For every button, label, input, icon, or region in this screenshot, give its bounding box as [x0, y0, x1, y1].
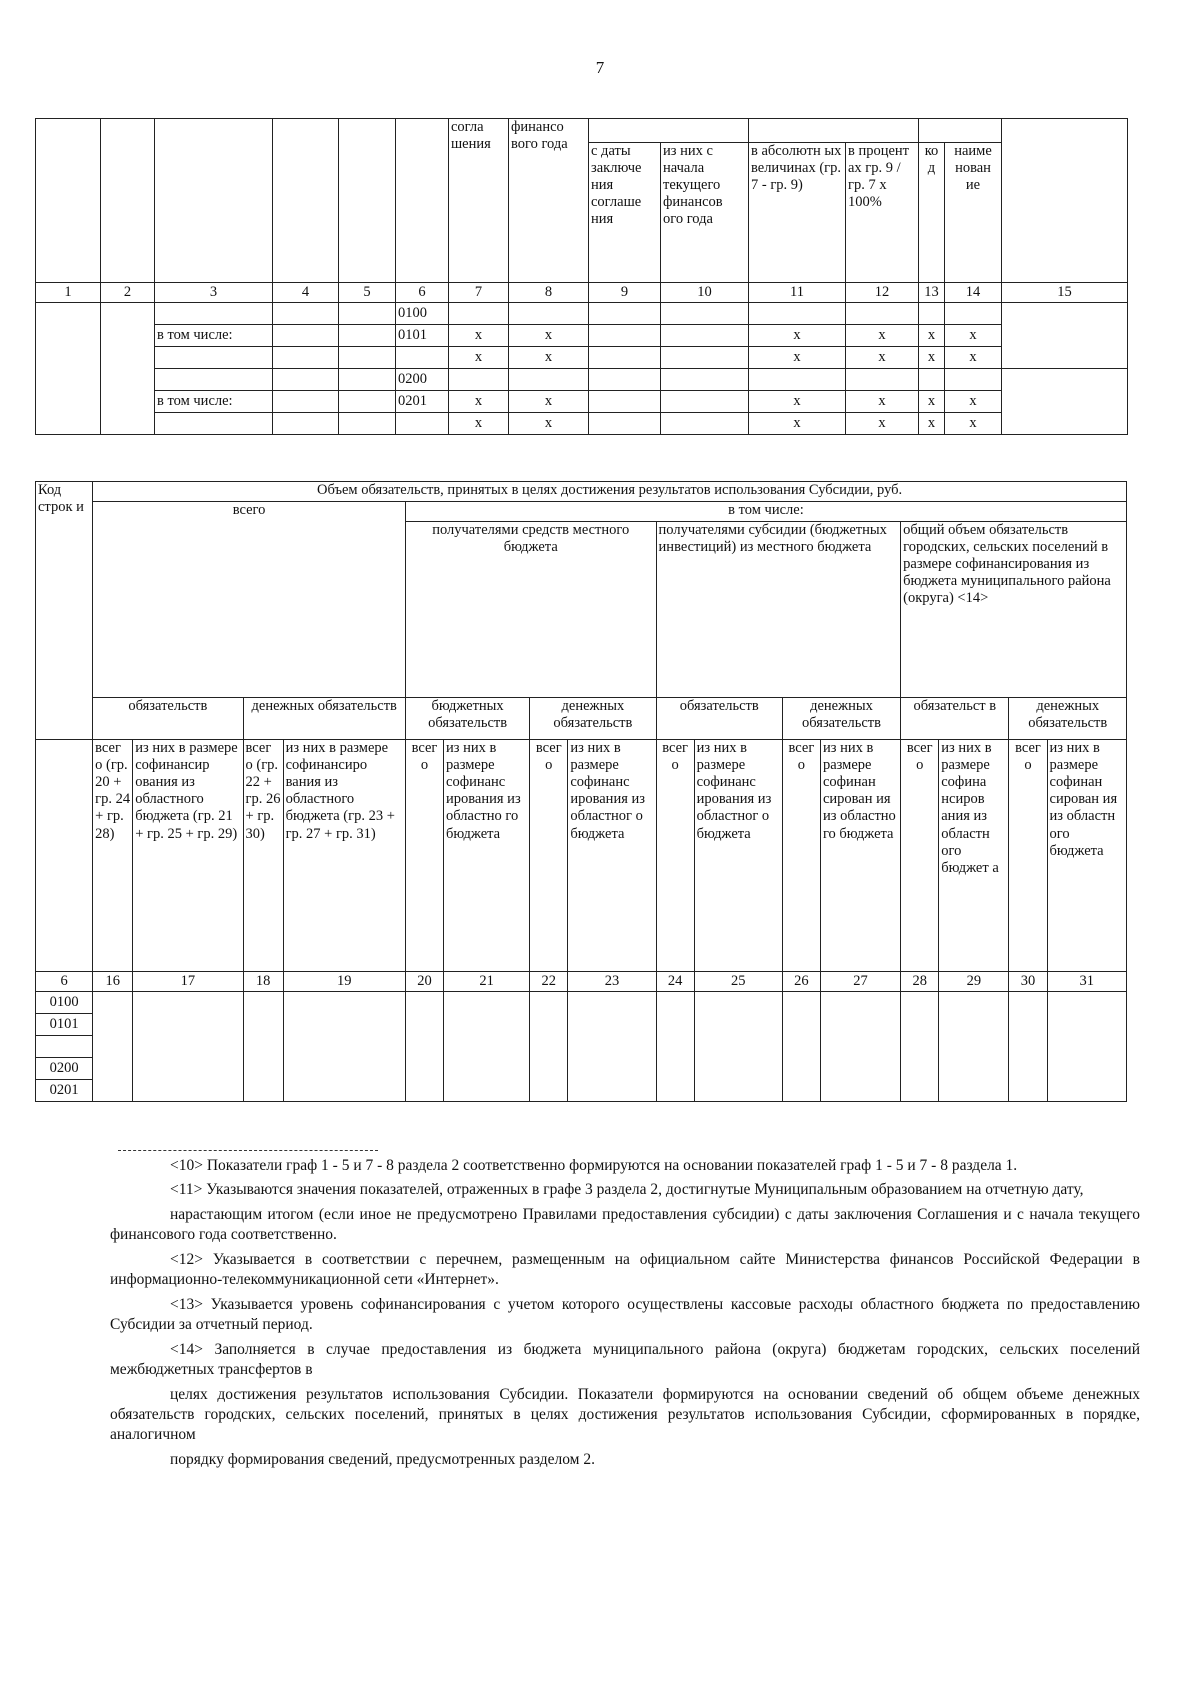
table-cell — [589, 303, 661, 325]
table-cell — [945, 303, 1002, 325]
header-21: из них в размере софинанс ирования из областно го бюджета — [444, 740, 530, 972]
table-cell: x — [749, 413, 846, 435]
table-cell — [749, 369, 846, 391]
table-cell — [273, 325, 339, 347]
table-row — [36, 303, 1128, 325]
table-cell — [339, 347, 396, 369]
header-cell — [273, 119, 339, 283]
table-cell: x — [945, 391, 1002, 413]
table-cell — [661, 369, 749, 391]
table-row — [36, 992, 1127, 1014]
row-code: 0101 — [36, 1014, 93, 1036]
col-number: 8 — [509, 283, 589, 303]
table-cell — [339, 369, 396, 391]
table-cell: x — [919, 325, 945, 347]
table-cell: x — [509, 391, 589, 413]
table-cell — [273, 391, 339, 413]
table-cell — [846, 303, 919, 325]
incl-header: в том числе: — [405, 502, 1126, 522]
col-number: 1 — [36, 283, 101, 303]
table-row — [36, 325, 1128, 347]
col-number: 12 — [846, 283, 919, 303]
header-cell — [36, 119, 101, 283]
col-number: 10 — [661, 283, 749, 303]
header-h7: согла шения — [449, 119, 509, 283]
col-number: 23 — [568, 972, 656, 992]
table-cell — [133, 992, 243, 1102]
sub-obligations: обязательст в — [901, 698, 1009, 740]
row-label — [155, 369, 273, 391]
header-22: всег о — [530, 740, 568, 972]
table-cell: x — [449, 391, 509, 413]
table-cell: x — [846, 347, 919, 369]
sub-budget: бюджетных обязательств — [405, 698, 529, 740]
table-cell — [449, 303, 509, 325]
col-number: 25 — [694, 972, 782, 992]
col-number: 6 — [36, 972, 93, 992]
col-number: 17 — [133, 972, 243, 992]
table-cell — [405, 992, 443, 1102]
col-number: 31 — [1047, 972, 1126, 992]
table-cell — [36, 303, 101, 435]
table-cell — [273, 303, 339, 325]
sub-monetary: денежных обязательств — [1009, 698, 1127, 740]
table-cell — [589, 347, 661, 369]
footnote-10: <10> Показатели граф 1 - 5 и 7 - 8 раздела 2 соответственно формируются на основании показателей граф 1 - 5 и 7 - 8 раздела 1. — [170, 1157, 1018, 1174]
footnote-14-end: порядку формирования сведений, предусмотренных разделом 2. — [170, 1450, 595, 1468]
row-label — [155, 303, 273, 325]
table-cell — [661, 325, 749, 347]
column-numbers-row — [36, 972, 1127, 992]
row-code — [396, 347, 449, 369]
col-number: 13 — [919, 283, 945, 303]
table-cell — [36, 740, 93, 972]
footnotes — [110, 1156, 1140, 1474]
header-cell — [396, 119, 449, 283]
header-h12: в процент ах гр. 9 / гр. 7 х 100% — [846, 143, 919, 283]
footnote-14-cont: целях достижения результатов использования Субсидии. Показатели формируются на основании сведений об общем объеме денежных обязательств городских, сельских поселений, принятых в целях достижения результатов использования Субсидии, сформированных в порядке, аналогичном — [110, 1385, 1140, 1444]
table-cell — [444, 992, 530, 1102]
col-number: 9 — [589, 283, 661, 303]
header-h11: в абсолютн ых величинах (гр. 7 - гр. 9) — [749, 143, 846, 283]
col-number: 20 — [405, 972, 443, 992]
col-number: 16 — [93, 972, 133, 992]
header-cell — [919, 119, 1002, 143]
results-table — [35, 118, 1128, 435]
header-h8: финансо вого года — [509, 119, 589, 283]
row-code: 0101 — [396, 325, 449, 347]
table-cell — [339, 303, 396, 325]
row-label: в том числе: — [155, 325, 273, 347]
col-number: 5 — [339, 283, 396, 303]
table-cell: x — [509, 347, 589, 369]
footnote-11-cont: нарастающим итогом (если иное не предусмотрено Правилами предоставления субсидии) с даты заключения Соглашения и с начала текущего финансового года соответственно. — [110, 1205, 1140, 1244]
table-cell: x — [919, 413, 945, 435]
sub-obligations: обязательств — [656, 698, 782, 740]
table-cell — [273, 347, 339, 369]
table-cell — [846, 369, 919, 391]
col-number: 2 — [101, 283, 155, 303]
col-number: 24 — [656, 972, 694, 992]
header-19: из них в размере софинансиро вания из областного бюджета (гр. 23 + гр. 27 + гр. 31) — [283, 740, 405, 972]
header-cell — [101, 119, 155, 283]
header-29: из них в размере софина нсиров ания из областн ого бюджет а — [939, 740, 1009, 972]
footnote-11: <11> Указываются значения показателей, отраженных в графе 3 раздела 2, достигнутые Муниципальным образованием на отчетную дату, — [170, 1181, 1084, 1199]
page-number: 7 — [595, 58, 605, 77]
table-cell — [530, 992, 568, 1102]
footnote-14: <14> Заполняется в случае предоставления из бюджета муниципального района (округа) бюджетам городских, сельских поселений межбюджетных трансфертов в — [110, 1340, 1140, 1379]
column-numbers-row — [36, 283, 1128, 303]
header-27: из них в размере софинан сирован ия из областно го бюджета — [820, 740, 900, 972]
table-row — [36, 347, 1128, 369]
col-number: 22 — [530, 972, 568, 992]
table-cell — [339, 325, 396, 347]
header-cell — [589, 119, 749, 143]
col-number: 26 — [782, 972, 820, 992]
table-cell — [661, 347, 749, 369]
table-cell — [901, 992, 939, 1102]
col-number: 3 — [155, 283, 273, 303]
sub-obligations: обязательств — [93, 698, 243, 740]
group-settlements: общий объем обязательств городских, сельских поселений в размере софинансирования из бюджета муниципального района (округа) <14> — [901, 522, 1127, 698]
footnote-12: <12> Указывается в соответствии с перечнем, размещенным на официальном сайте Министерства финансов Российской Федерации в информационно-телекоммуникационной сети «Интернет». — [110, 1250, 1140, 1289]
table-cell: x — [449, 325, 509, 347]
row-code: 0200 — [36, 1058, 93, 1080]
table-cell — [661, 413, 749, 435]
table-cell: x — [919, 347, 945, 369]
footnote-separator — [118, 1150, 378, 1151]
group-local: получателями средств местного бюджета — [405, 522, 656, 698]
header-25: из них в размере софинанс ирования из областног о бюджета — [694, 740, 782, 972]
table-cell: x — [509, 413, 589, 435]
col-number: 27 — [820, 972, 900, 992]
table-row — [36, 369, 1128, 391]
table-cell: x — [749, 391, 846, 413]
header-cell — [155, 119, 273, 283]
row-label: в том числе: — [155, 391, 273, 413]
header-20: всег о — [405, 740, 443, 972]
table-cell: x — [945, 325, 1002, 347]
table-cell — [782, 992, 820, 1102]
group-subsidy: получателями субсидии (бюджетных инвестиций) из местного бюджета — [656, 522, 901, 698]
col-number: 18 — [243, 972, 283, 992]
sub-monetary: денежных обязательств — [243, 698, 405, 740]
header-cell — [749, 119, 919, 143]
col-number: 19 — [283, 972, 405, 992]
header-h9: с даты заключе ния соглаше ния — [589, 143, 661, 283]
header-26: всег о — [782, 740, 820, 972]
header-h10: из них с начала текущего финансов ого года — [661, 143, 749, 283]
col-number: 4 — [273, 283, 339, 303]
table-cell — [820, 992, 900, 1102]
table-cell — [93, 992, 133, 1102]
table-cell — [589, 413, 661, 435]
header-cell — [1002, 119, 1128, 283]
col-number: 11 — [749, 283, 846, 303]
table-cell: x — [945, 413, 1002, 435]
row-code: 0201 — [396, 391, 449, 413]
header-28: всег о — [901, 740, 939, 972]
table-cell — [283, 992, 405, 1102]
footnote-13: <13> Указывается уровень софинансирования с учетом которого осуществлены кассовые расходы областного бюджета по предоставлению Субсидии за отчетный период. — [110, 1295, 1140, 1334]
table-cell: x — [846, 413, 919, 435]
col-number: 6 — [396, 283, 449, 303]
row-label — [155, 413, 273, 435]
header-cell — [339, 119, 396, 283]
table-cell: x — [749, 347, 846, 369]
table-cell — [273, 369, 339, 391]
row-code: 0100 — [36, 992, 93, 1014]
col-number: 29 — [939, 972, 1009, 992]
table-cell — [1009, 992, 1047, 1102]
table-cell — [243, 992, 283, 1102]
table-cell: x — [919, 391, 945, 413]
table-cell — [589, 369, 661, 391]
sub-monetary: денежных обязательств — [530, 698, 656, 740]
col-number: 14 — [945, 283, 1002, 303]
table-cell — [661, 391, 749, 413]
table-cell — [509, 369, 589, 391]
table-row — [36, 391, 1128, 413]
table-cell — [919, 303, 945, 325]
table-cell: x — [945, 347, 1002, 369]
table-cell: x — [846, 325, 919, 347]
table-cell — [1002, 369, 1128, 435]
table-cell — [273, 413, 339, 435]
header-18: всег о (гр. 22 + гр. 26 + гр. 30) — [243, 740, 283, 972]
table-cell: x — [509, 325, 589, 347]
header-h13: ко д — [919, 143, 945, 283]
row-code — [36, 1036, 93, 1058]
row-code: 0200 — [396, 369, 449, 391]
code-header: Код строк и — [36, 482, 93, 740]
row-code: 0201 — [36, 1080, 93, 1102]
table-cell — [656, 992, 694, 1102]
row-code: 0100 — [396, 303, 449, 325]
obligations-table — [35, 481, 1127, 1102]
total-header: всего — [93, 502, 406, 698]
table-row — [36, 413, 1128, 435]
col-number: 7 — [449, 283, 509, 303]
row-label — [155, 347, 273, 369]
table-cell: x — [449, 413, 509, 435]
table-cell — [749, 303, 846, 325]
col-number: 30 — [1009, 972, 1047, 992]
col-number: 15 — [1002, 283, 1128, 303]
row-code — [396, 413, 449, 435]
table-cell: x — [846, 391, 919, 413]
table-cell — [589, 325, 661, 347]
header-h14: наиме нован ие — [945, 143, 1002, 283]
table-cell — [568, 992, 656, 1102]
col-number: 28 — [901, 972, 939, 992]
table-cell: x — [749, 325, 846, 347]
table-cell — [1047, 992, 1126, 1102]
sub-monetary: денежных обязательств — [782, 698, 900, 740]
col-number: 21 — [444, 972, 530, 992]
header-30: всег о — [1009, 740, 1047, 972]
table-cell — [339, 391, 396, 413]
table-cell — [449, 369, 509, 391]
header-23: из них в размере софинанс ирования из областног о бюджета — [568, 740, 656, 972]
table-cell — [339, 413, 396, 435]
table-cell — [939, 992, 1009, 1102]
table-cell — [694, 992, 782, 1102]
header-17: из них в размере софинансир ования из областного бюджета (гр. 21 + гр. 25 + гр. 29) — [133, 740, 243, 972]
table-cell — [945, 369, 1002, 391]
table-cell: x — [449, 347, 509, 369]
table-cell — [1002, 303, 1128, 369]
table-cell — [509, 303, 589, 325]
table-cell — [919, 369, 945, 391]
header-16: всег о (гр. 20 + гр. 24 + гр. 28) — [93, 740, 133, 972]
header-31: из них в размере софинан сирован ия из областн ого бюджета — [1047, 740, 1126, 972]
header-24: всег о — [656, 740, 694, 972]
table2-title: Объем обязательств, принятых в целях достижения результатов использования Субсидии, руб. — [93, 482, 1127, 502]
table-cell — [101, 303, 155, 435]
table-cell — [589, 391, 661, 413]
table-cell — [661, 303, 749, 325]
